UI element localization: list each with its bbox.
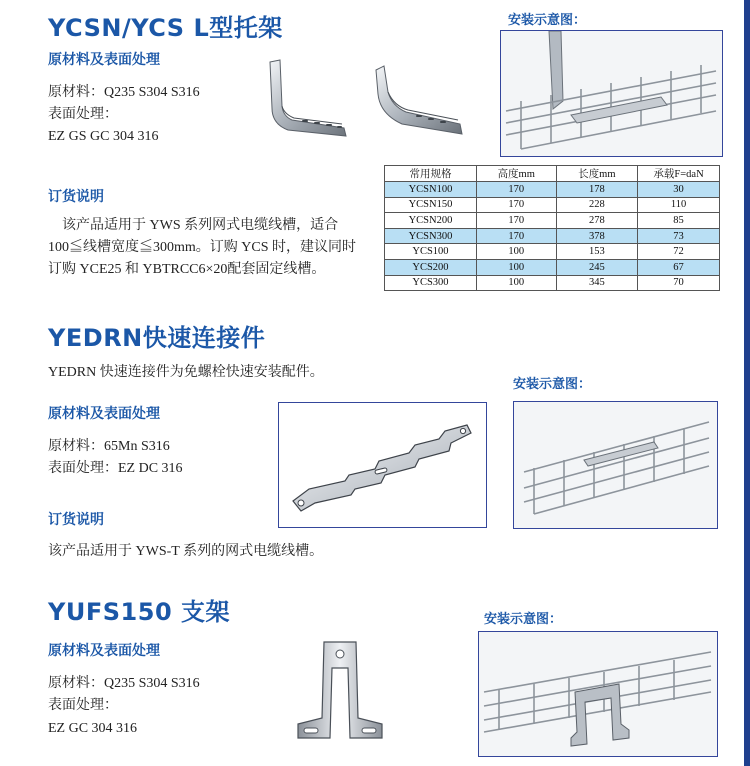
table-cell: YCS200 (385, 259, 477, 275)
table-cell: 100 (476, 275, 556, 291)
table-row (385, 182, 720, 198)
table-cell: 70 (638, 275, 720, 291)
table-cell: 170 (476, 197, 556, 213)
section2-order-line: 该产品适用于 YWS-T 系列的网式电缆线槽。 (48, 544, 324, 559)
section1-order-line-1: 该产品适用于 YWS 系列网式电缆线槽，适合 (62, 218, 339, 233)
section1-material-line: 原材料：Q235 S304 S316 (48, 85, 200, 100)
spec-table-header-cell: 承载F=daN (638, 166, 720, 182)
section1-diagram-label: 安装示意图： (508, 13, 587, 28)
table-row (385, 259, 720, 275)
spec-table-header-cell: 高度mm (476, 166, 556, 182)
spec-table (384, 165, 720, 291)
section3-surface-label: 表面处理： (48, 698, 118, 713)
ycsn-bracket-image (262, 58, 352, 138)
section3-material-line: 原材料：Q235 S304 S316 (48, 676, 200, 691)
section1-material-heading: 原材料及表面处理 (48, 52, 160, 68)
section3-title: YUFS150 支架 (48, 598, 230, 626)
table-cell: 73 (638, 228, 720, 244)
table-cell: 245 (556, 259, 638, 275)
table-row (385, 213, 720, 229)
section1-title: YCSN/YCS L型托架 (48, 14, 283, 42)
table-cell: 178 (556, 182, 638, 198)
table-cell: 72 (638, 244, 720, 260)
yufs150-support-image (290, 638, 390, 748)
section2-material-line: 原材料：65Mn S316 (48, 439, 170, 454)
table-cell: 170 (476, 228, 556, 244)
section2-intro: YEDRN 快速连接件为免螺栓快速安装配件。 (48, 365, 324, 380)
ycs-bracket-image (370, 62, 465, 138)
table-cell: YCSN100 (385, 182, 477, 198)
section2-surface-line: 表面处理：EZ DC 316 (48, 461, 183, 476)
section1-surface-label: 表面处理： (48, 107, 118, 122)
table-cell: 153 (556, 244, 638, 260)
spec-table-header-row (385, 166, 720, 182)
section2-order-heading: 订货说明 (48, 512, 104, 528)
section2-material-heading: 原材料及表面处理 (48, 406, 160, 422)
table-cell: YCSN150 (385, 197, 477, 213)
section3-material-heading: 原材料及表面处理 (48, 643, 160, 659)
section2-diagram-label: 安装示意图： (513, 377, 592, 392)
spec-table-header-cell: 常用规格 (385, 166, 477, 182)
right-edge-bar (744, 0, 750, 766)
table-cell: 345 (556, 275, 638, 291)
section1-installation-diagram (500, 30, 723, 157)
table-cell: 100 (476, 244, 556, 260)
table-cell: 228 (556, 197, 638, 213)
table-row (385, 244, 720, 260)
section3-installation-diagram (478, 631, 718, 757)
spec-table-header-cell: 长度mm (556, 166, 638, 182)
table-cell: 278 (556, 213, 638, 229)
section1-order-line-2: 100≦线槽宽度≦300mm。订购 YCS 时，建议同时 (48, 240, 357, 255)
table-cell: 378 (556, 228, 638, 244)
table-cell: 110 (638, 197, 720, 213)
section1-order-line-3: 订购 YCE25 和 YBTRCC6×20配套固定线槽。 (48, 262, 326, 277)
yedrn-connector-image (278, 402, 487, 528)
table-cell: YCS100 (385, 244, 477, 260)
spec-table-container (384, 165, 720, 291)
table-cell: 170 (476, 182, 556, 198)
table-cell: YCSN200 (385, 213, 477, 229)
table-cell: 170 (476, 213, 556, 229)
section3-surface-values: EZ GC 304 316 (48, 721, 138, 736)
table-row (385, 275, 720, 291)
section2-title: YEDRN快速连接件 (48, 324, 266, 352)
section2-installation-diagram (513, 401, 718, 529)
table-cell: 67 (638, 259, 720, 275)
table-cell: 85 (638, 213, 720, 229)
table-cell: 30 (638, 182, 720, 198)
table-row (385, 197, 720, 213)
table-cell: YCSN300 (385, 228, 477, 244)
section3-diagram-label: 安装示意图： (484, 612, 563, 627)
section1-surface-values: EZ GS GC 304 316 (48, 129, 159, 144)
section1-order-heading: 订货说明 (48, 189, 104, 205)
table-cell: YCS300 (385, 275, 477, 291)
table-row (385, 228, 720, 244)
table-cell: 100 (476, 259, 556, 275)
